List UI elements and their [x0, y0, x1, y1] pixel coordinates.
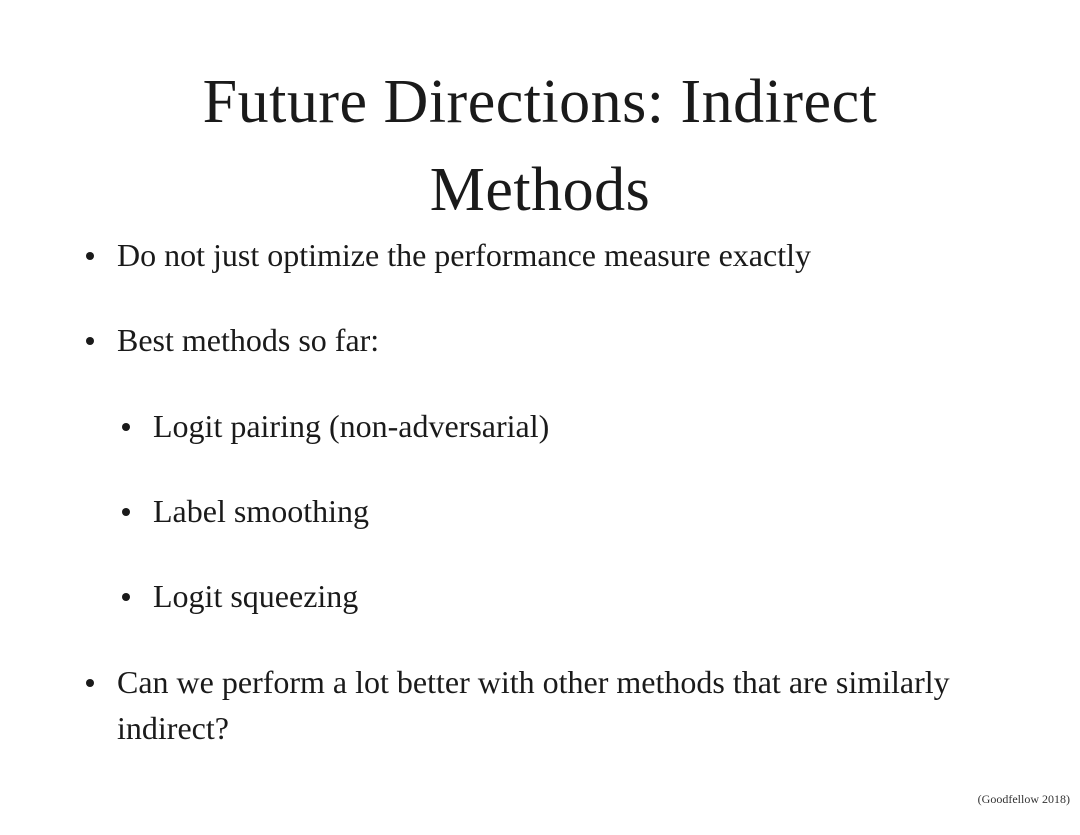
bullet-dot-icon — [86, 337, 94, 345]
bullet-dot-icon — [86, 252, 94, 260]
bullet-text: Can we perform a lot better with other methods that are similarly indirect? — [117, 664, 950, 746]
bullet-dot-icon — [122, 593, 130, 601]
bullet-dot-icon — [122, 423, 130, 431]
sub-bullet-item — [153, 573, 358, 619]
bullet-text: Logit squeezing — [153, 578, 359, 614]
bullet-text: Best methods so far: — [117, 322, 380, 358]
bullet-item — [117, 659, 977, 751]
slide-title-line-1: Future Directions: Indirect — [202, 68, 878, 136]
bullet-text: Do not just optimize the performance measure exactly — [117, 237, 811, 273]
bullet-text: Label smoothing — [153, 493, 369, 529]
bullet-dot-icon — [86, 679, 94, 687]
slide-title-line-2: Methods — [429, 156, 651, 224]
citation: (Goodfellow 2018) — [977, 792, 1070, 806]
bullet-text: Logit pairing (non-adversarial) — [153, 408, 550, 444]
sub-bullet-item — [153, 488, 369, 534]
bullet-dot-icon — [122, 508, 130, 516]
bullet-item — [117, 232, 811, 278]
bullet-item — [117, 317, 379, 363]
sub-bullet-item — [153, 403, 549, 449]
